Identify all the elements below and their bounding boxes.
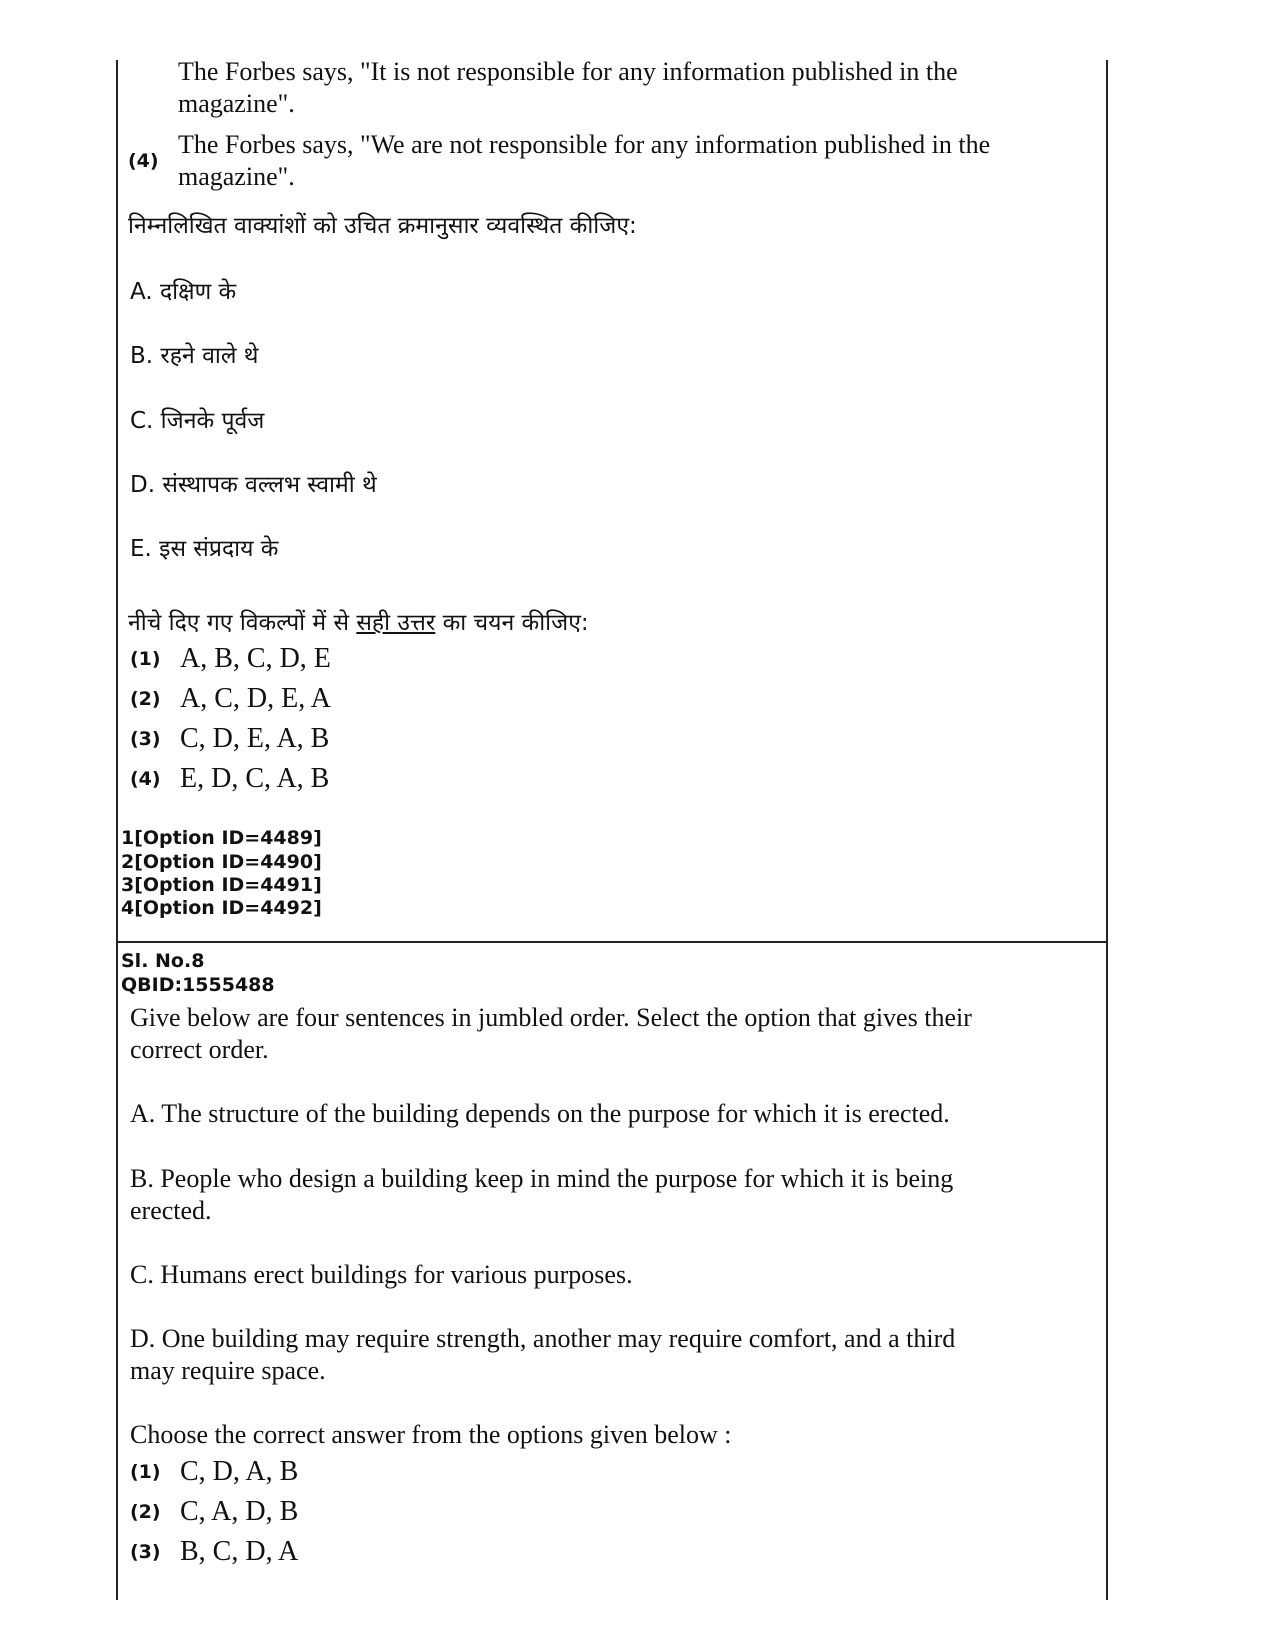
hindi-item-d: D. संस्थापक वल्लभ स्वामी थे [130,472,377,498]
option-label: (4) [130,768,161,790]
prev-option-3-line1: The Forbes says, "It is not responsible for any information published in the [178,57,958,86]
hindi-option-2 [130,683,331,715]
hindi-instruction: निम्नलिखित वाक्यांशों को उचित क्रमानुसार व्यवस्थित कीजिए: [128,213,637,239]
q8-sentence-c: C. Humans erect buildings for various purposes. [130,1260,633,1289]
q8-stem-line1: Give below are four sentences in jumbled order. Select the option that gives their [130,1003,972,1032]
option-label: (3) [130,728,161,750]
option-label: (2) [130,1501,161,1523]
prev-option-3-line2: magazine". [178,89,295,118]
option-value: B, C, D, A [180,1536,299,1567]
hindi-option-3 [130,723,329,755]
q8-sentence-d-line2: may require space. [130,1356,326,1385]
serial-number: Sl. No.8 [121,950,205,972]
q8-sentence-b-line1: B. People who design a building keep in mind the purpose for which it is being [130,1164,954,1193]
q8-option-2 [130,1496,298,1528]
option-id-1: 1[Option ID=4489] [121,827,322,849]
option-id-3: 3[Option ID=4491] [121,874,322,896]
option-label: (3) [130,1541,161,1563]
hindi-item-c: C. जिनके पूर्वज [130,408,265,434]
question-divider [116,941,1106,943]
hindi-choose-prefix: नीचे दिए गए विकल्पों में से [128,610,357,636]
q8-stem-line2: correct order. [130,1035,269,1064]
option-id-4: 4[Option ID=4492] [121,897,322,919]
hindi-choose-suffix: का चयन कीजिए: [435,610,589,636]
q8-option-3 [130,1536,298,1568]
prev-option-4-line2: magazine". [178,162,295,191]
hindi-option-4 [130,763,329,795]
option-label: (1) [130,1461,161,1483]
option-value: C, D, E, A, B [180,723,330,754]
option-value: A, C, D, E, A [180,683,331,714]
qbid: QBID:1555488 [121,974,275,996]
prev-option-4-label: (4) [128,150,159,172]
hindi-item-b: B. रहने वाले थे [130,343,259,369]
prev-option-4-line1: The Forbes says, "We are not responsible for any information published in the [178,130,991,159]
hindi-item-a: A. दक्षिण के [130,279,237,305]
hindi-choose-text [128,605,589,637]
hindi-item-e: E. इस संप्रदाय के [130,536,279,562]
hindi-correct-answer-underlined: सही उत्तर [356,610,436,636]
q8-sentence-b-line2: erected. [130,1196,212,1225]
option-label: (1) [130,648,161,670]
option-value: E, D, C, A, B [180,763,330,794]
q8-choose-text: Choose the correct answer from the options given below : [130,1420,732,1449]
option-id-2: 2[Option ID=4490] [121,851,322,873]
q8-sentence-d-line1: D. One building may require strength, another may require comfort, and a third [130,1324,956,1353]
q8-sentence-a: A. The structure of the building depends on the purpose for which it is erected. [130,1099,950,1128]
option-value: C, D, A, B [180,1456,299,1487]
option-value: C, A, D, B [180,1496,299,1527]
hindi-option-1 [130,643,331,675]
q8-option-1 [130,1456,298,1488]
option-value: A, B, C, D, E [180,643,331,674]
option-label: (2) [130,688,161,710]
